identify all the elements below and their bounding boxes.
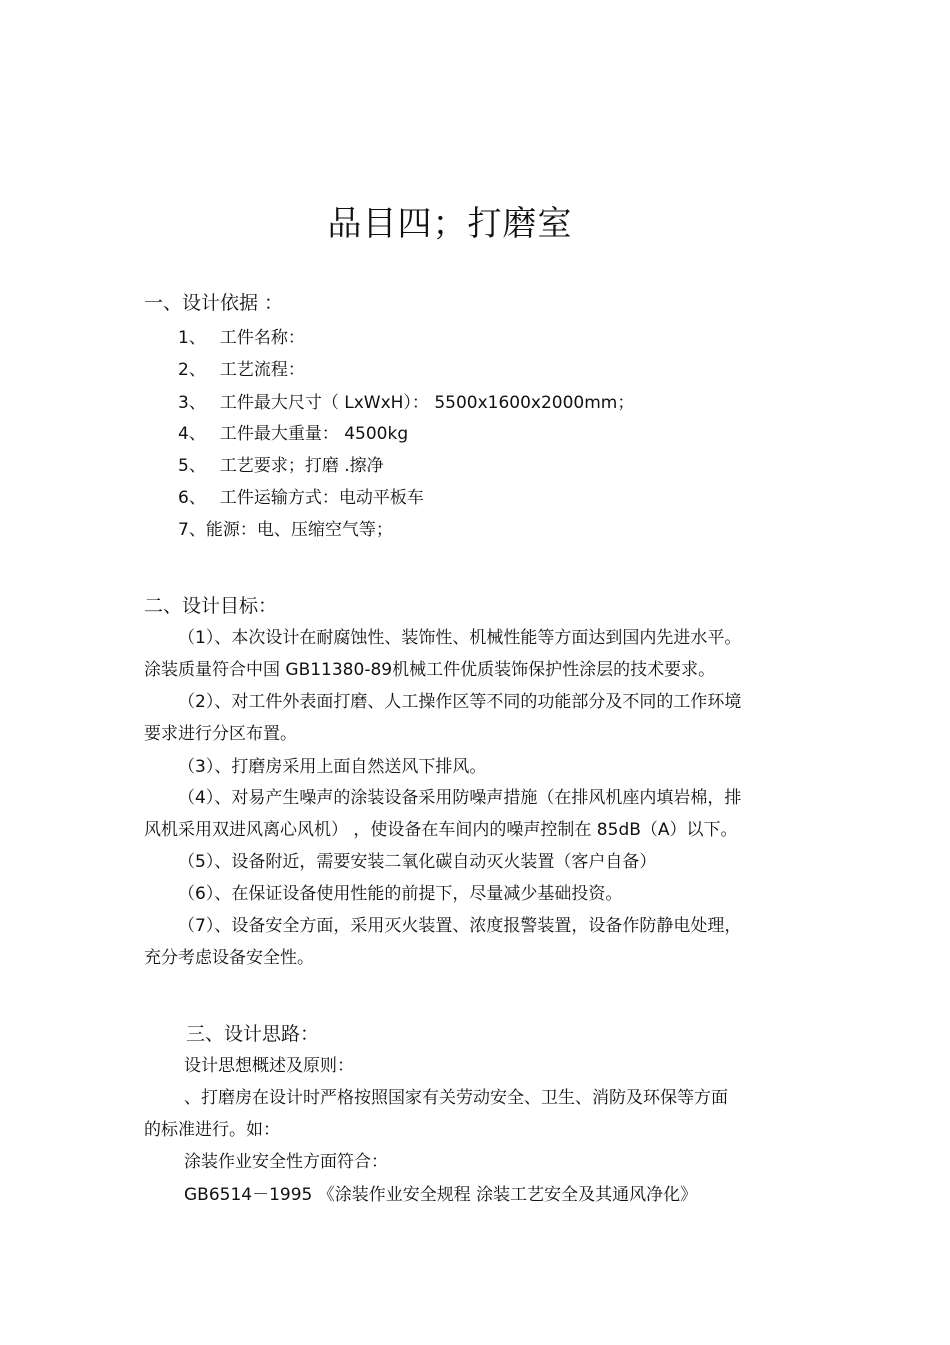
- paragraph-line: 风机采用双进风离心风机） ，使设备在车间内的噪声控制在 85dB（A）以下。: [144, 820, 738, 840]
- list-item-number: 1、: [178, 328, 206, 348]
- list-item-text: 工件名称：: [219, 328, 305, 348]
- list-item-energy: 7、能源：电、压缩空气等；: [178, 520, 393, 540]
- paragraph-line: 要求进行分区布置。: [144, 724, 297, 744]
- paragraph-line: （3）、打磨房采用上面自然送风下排风。: [178, 757, 487, 777]
- list-item-number: 6、: [178, 488, 206, 508]
- list-item-text: 工件最大重量： 4500kg: [219, 424, 409, 444]
- paragraph-line: 充分考虑设备安全性。: [144, 948, 314, 968]
- paragraph-line: （4）、对易产生噪声的涂装设备采用防噪声措施（在排风机座内填岩棉，排: [178, 788, 742, 808]
- paragraph-line: 、打磨房在设计时严格按照国家有关劳动安全、卫生、消防及环保等方面: [184, 1088, 728, 1108]
- list-item-number: 2、: [178, 360, 206, 380]
- list-item-text: 工艺要求；打磨 .擦净: [219, 456, 384, 476]
- paragraph-line: （1）、本次设计在耐腐蚀性、装饰性、机械性能等方面达到国内先进水平。: [178, 628, 742, 648]
- paragraph-line: 涂装质量符合中国 GB11380-89机械工件优质装饰保护性涂层的技术要求。: [144, 660, 716, 680]
- paragraph-line: 涂装作业安全性方面符合：: [184, 1152, 388, 1172]
- paragraph-line: （2）、对工件外表面打磨、人工操作区等不同的功能部分及不同的工作环境: [178, 692, 742, 712]
- paragraph-line: （6）、在保证设备使用性能的前提下，尽量减少基础投资。: [178, 884, 623, 904]
- list-item-number: 3、: [178, 393, 206, 413]
- section-heading-goals: 二、设计目标：: [144, 595, 278, 617]
- paragraph-line: 的标准进行。如：: [144, 1120, 280, 1140]
- paragraph-line: GB6514－1995 《涂装作业安全规程 涂装工艺安全及其通风净化》: [184, 1185, 698, 1205]
- list-item: [178, 455, 384, 477]
- list-item-number: 4、: [178, 424, 206, 444]
- list-item: [178, 423, 408, 445]
- paragraph-line: （5）、设备附近，需要安装二氧化碳自动灭火装置（客户自备）: [178, 852, 657, 872]
- list-item-text: 工件运输方式：电动平板车: [219, 488, 424, 508]
- list-item: [178, 359, 305, 381]
- list-item-text: 工件最大尺寸（ LxWxH）： 5500x1600x2000mm；: [219, 393, 635, 413]
- section-heading-basis: 一、设计依据 ：: [144, 292, 284, 314]
- page-title: 品目四；打磨室: [327, 204, 573, 244]
- list-item: [178, 487, 424, 509]
- list-item: [178, 392, 634, 414]
- paragraph-line: 设计思想概述及原则：: [184, 1056, 354, 1076]
- list-item: [178, 327, 305, 349]
- list-item-text: 工艺流程：: [219, 360, 305, 380]
- section-heading-approach: 三、设计思路：: [186, 1023, 320, 1045]
- list-item-number: 5、: [178, 456, 206, 476]
- paragraph-line: （7）、设备安全方面，采用灭火装置、浓度报警装置，设备作防静电处理，: [178, 916, 742, 936]
